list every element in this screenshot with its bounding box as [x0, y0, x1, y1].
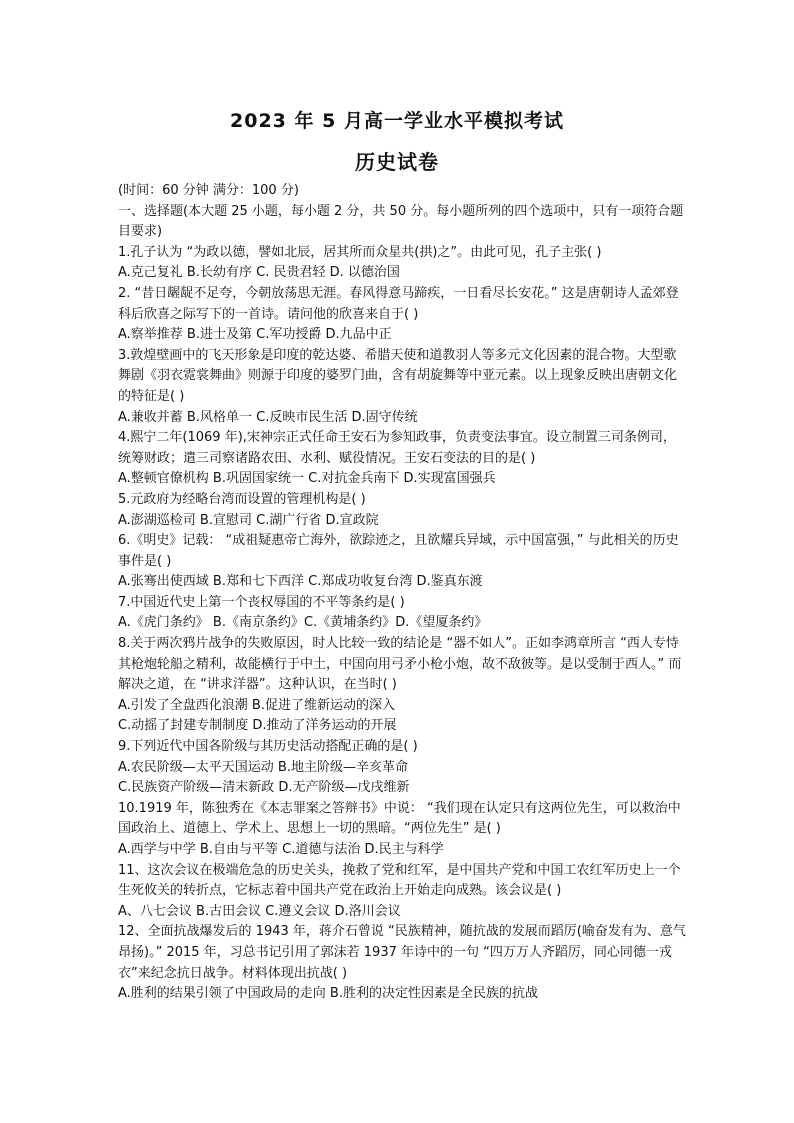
exam-text-line: A.《虎门条约》 B.《南京条约》C.《黄埔条约》D.《望厦条约》 [118, 615, 488, 631]
exam-text-line: 6.《明史》记载： “成祖疑惠帝亡海外，欲踪迹之，且欲耀兵异域，示中国富强，” 与此相关的历史事件是( ) [118, 533, 679, 569]
exam-text-line: A.引发了全盘西化浪潮 B.促进了维新运动的深入 [118, 697, 395, 713]
exam-text-line: A.西学与中学 B.自由与平等 C.道德与法治 D.民主与科学 [118, 842, 444, 857]
exam-text-line: 4.熙宁二年(1069 年),宋神宗正式任命王安石为参知政事，负责变法事宜。设立制置三司条例司，统筹财政；遣三司察诸路农田、水利、赋役情况。王安石变法的目的是( ) [118, 430, 676, 466]
exam-subtitle: 历史试卷 [355, 150, 439, 174]
exam-text-line: A、八七会议 B.古田会议 C.遵义会议 D.洛川会议 [118, 903, 401, 919]
exam-text-line: A.张骞出使西域 B.郑和七下西洋 C.郑成功收复台湾 D.鉴真东渡 [118, 574, 483, 590]
exam-text-line: 8.关于两次鸦片战争的失败原因，时人比较一致的结论是 “器不如人”。正如李鸿章所言 “西人专恃其枪炮轮船之精利，故能横行于中土，中国向用弓矛小枪小炮，故不敌彼等。是以受制于西人。” 而解决之道，在 “讲求洋器”。这种认识，在当时( ) [118, 636, 682, 693]
exam-text-line: (时间：60 分钟 满分：100 分) [118, 183, 299, 198]
exam-text-line: A.兼收并蓄 B.风格单一 C.反映市民生活 D.固守传统 [118, 409, 418, 425]
exam-text-line: 1.孔子认为 “为政以德，譬如北辰，居其所而众星共(拱)之”。由此可见，孔子主张( ) [118, 244, 602, 260]
exam-text-line: 10.1919 年，陈独秀在《本志罪案之答辩书》中说： “我们现在认定只有这两位先生，可以救治中国政治上、道德上、学术上、思想上一切的黑暗。“两位先生” 是( ) [118, 800, 681, 837]
exam-text-line: A.农民阶级—太平天国运动 B.地主阶级—辛亥革命 [118, 759, 408, 775]
exam-text-line: A.胜利的结果引领了中国政局的走向 B.胜利的决定性因素是全民族的抗战 [118, 986, 538, 1002]
exam-text-line: C.民族资产阶级—清末新政 D.无产阶级—戊戌维新 [118, 780, 410, 796]
exam-text-line: 12、全面抗战爆发后的 1943 年，蒋介石曾说 “民族精神，随抗战的发展而蹈厉(喻奋发有为、意气昂扬)。” 2015 年，习总书记引用了郭沫若 1937 年诗中的一句 “四万万人齐蹈厉，同心同德一戎衣”来纪念抗日战争。材料体现出抗战( ) [118, 924, 686, 981]
exam-text-line: 2. “昔日龌龊不足夸，今朝放荡思无涯。春风得意马蹄疾，一日看尽长安花。” 这是唐朝诗人孟郊登科后欣喜之际写下的一首诗。请问他的欣喜来自于( ) [118, 285, 679, 322]
exam-text-line: 7.中国近代史上第一个丧权辱国的不平等条约是( ) [118, 594, 405, 610]
exam-text-line: 3.敦煌壁画中的飞天形象是印度的乾达婆、希腊天使和道教羽人等多元文化因素的混合物。大型歌舞剧《羽衣霓裳舞曲》则源于印度的婆罗门曲，含有胡旋舞等中亚元素。以上现象反映出唐朝文化的特征是( ) [118, 347, 678, 404]
exam-text-line: 5.元政府为经略台湾而设置的管理机构是( ) [118, 491, 366, 507]
exam-body [118, 181, 688, 1005]
exam-text-line: A.克己复礼 B.长幼有序 C. 民贵君轻 D. 以德治国 [118, 265, 400, 281]
exam-title: 2023 年 5 月高一学业水平模拟考试 [230, 110, 564, 132]
exam-text-line: 11、这次会议在极端危急的历史关头，挽救了党和红军，是中国共产党和中国工农红军历史上一个生死攸关的转折点，它标志着中国共产党在政治上开始走向成熟。该会议是( ) [118, 862, 681, 899]
exam-text-line: A.澎湖巡检司 B.宣慰司 C.湖广行省 D.宣政院 [118, 512, 379, 528]
exam-text-line: 一、选择题(本大题 25 小题，每小题 2 分，共 50 分。每小题所列的四个选项中，只有一项符合题目要求) [118, 203, 684, 240]
exam-text-line: C.动摇了封建专制制度 D.推动了洋务运动的开展 [118, 718, 397, 734]
exam-text-line: 9.下列近代中国各阶级与其历史活动搭配正确的是( ) [118, 739, 418, 755]
exam-text-line: A.整顿官僚机构 B.巩固国家统一 C.对抗金兵南下 D.实现富国强兵 [118, 471, 496, 487]
exam-text-line: A.察举推荐 B.进士及第 C.军功授爵 D.九品中正 [118, 327, 392, 343]
